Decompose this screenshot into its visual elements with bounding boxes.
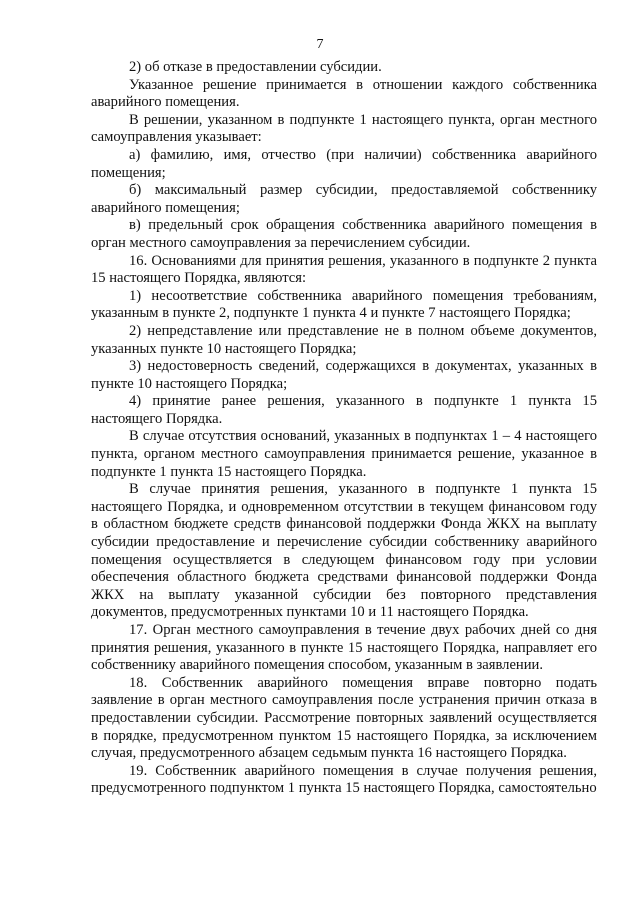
paragraph-funding-next-year: В случае принятия решения, указанного в подпункте 1 пункта 15 настоящего Порядка, и одновременном отсутствии в текущем финансовом году в областном бюджете средств финансовой поддержки Фонда ЖКХ на выплату субсидии предоставление и перечисление субсидии собственнику аварийного помещения осуществляется в следующем финансовом году при условии обеспечения областного бюджета средствами финансовой поддержки Фонда ЖКХ на выплату указанной субсидии без повторного представления документов, предусмотренных пунктами 10 и 11 настоящего Порядка. <box>91 481 597 621</box>
paragraph-ground-1: 1) несоответствие собственника аварийного помещения требованиям, указанным в пункте 2, подпункте 1 пункта 4 и пункте 7 настоящего Порядка; <box>91 287 597 322</box>
paragraph-ground-3: 3) недостоверность сведений, содержащихся в документах, указанных в пункте 10 настоящего Порядка; <box>91 358 597 392</box>
paragraph-item-a: а) фамилию, имя, отчество (при наличии) собственника аварийного помещения; <box>91 146 597 181</box>
document-body <box>91 59 597 798</box>
paragraph-ground-4: 4) принятие ранее решения, указанного в подпункте 1 пункта 15 настоящего Порядка. <box>91 393 597 427</box>
paragraph-decision-per-owner: Указанное решение принимается в отношении каждого собственника аварийного помещения. <box>91 76 597 111</box>
paragraph-refusal-item: 2) об отказе в предоставлении субсидии. <box>129 59 382 75</box>
paragraph-no-grounds: В случае отсутствия оснований, указанных в подпунктах 1 – 4 настоящего пункта, органом местного самоуправления принимается решение, указанное в подпункте 1 пункта 15 настоящего Порядка. <box>91 428 597 480</box>
paragraph-item-b: б) максимальный размер субсидии, предоставляемой собственнику аварийного помещения; <box>91 182 597 216</box>
paragraph-decision-contents: В решении, указанном в подпункте 1 настоящего пункта, орган местного самоуправления указывает: <box>91 111 597 146</box>
paragraph-item-c: в) предельный срок обращения собственника аварийного помещения в орган местного самоуправления за перечислением субсидии. <box>91 217 597 251</box>
paragraph-section-17: 17. Орган местного самоуправления в течение двух рабочих дней со дня принятия решения, указанного в пункте 15 настоящего Порядка, направляет его собственнику аварийного помещения способом, указанным в заявлении. <box>91 622 597 674</box>
paragraph-section-16: 16. Основаниями для принятия решения, указанного в подпункте 2 пункта 15 настоящего Порядка, являются: <box>91 252 597 287</box>
paragraph-section-18: 18. Собственник аварийного помещения вправе повторно подать заявление в орган местного самоуправления после устранения причин отказа в предоставлении субсидии. Рассмотрение повторных заявлений осуществляется в порядке, предусмотренном пунктом 15 настоящего Порядка, за исключением случая, предусмотренного абзацем седьмым пункта 16 настоящего Порядка. <box>91 674 597 762</box>
paragraph-ground-2: 2) непредставление или представление не в полном объеме документов, указанных пункте 10 настоящего Порядка; <box>91 322 597 357</box>
paragraph-section-19: 19. Собственник аварийного помещения в случае получения решения, предусмотренного подпунктом 1 пункта 15 настоящего Порядка, самостоятельно <box>91 762 597 797</box>
page-number: 7 <box>316 37 324 52</box>
